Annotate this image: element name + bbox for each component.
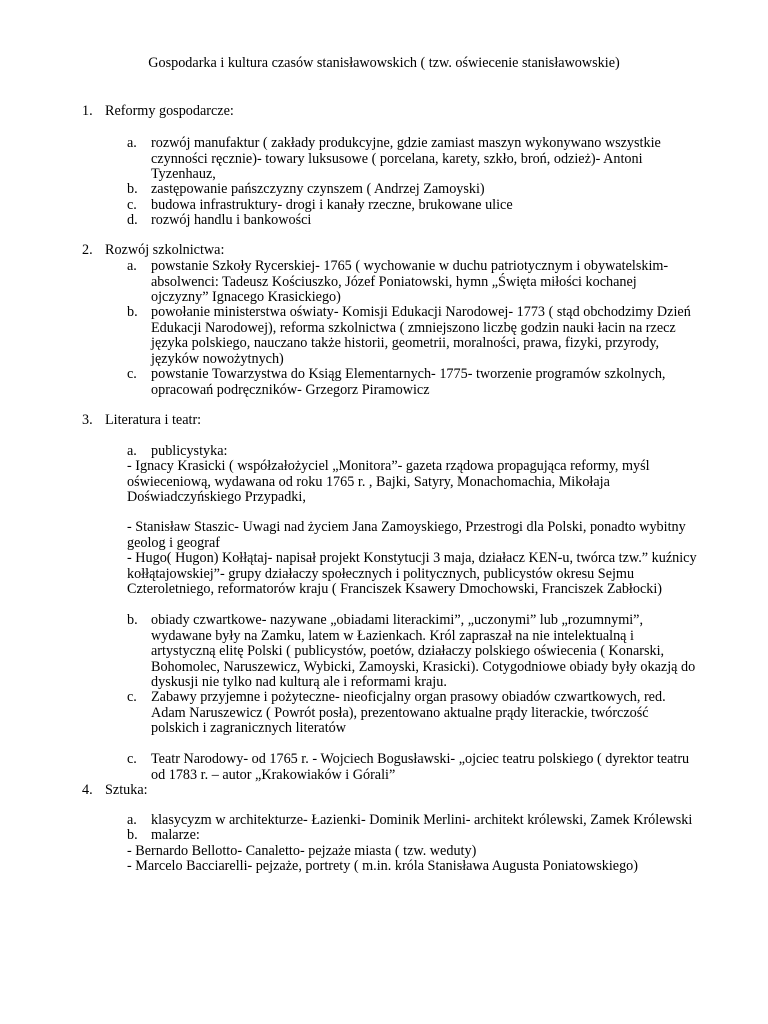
section-title: Reformy gospodarcze: <box>105 103 234 119</box>
item-letter: c. <box>127 197 137 213</box>
item-letter: a. <box>127 258 137 274</box>
list-item <box>127 259 697 306</box>
section-number: 4. <box>82 782 93 798</box>
item-letter: c. <box>127 689 137 705</box>
section-title: Literatura i teatr: <box>105 412 202 428</box>
item-text: powstanie Towarzystwa do Ksiąg Elementarnych- 1775- tworzenie programów szkolnych, opracowań podręczników- Grzegorz Piramowicz <box>151 366 666 398</box>
section-number: 3. <box>82 412 93 428</box>
item-letter: d. <box>127 212 138 228</box>
list-item <box>127 613 697 691</box>
list-item <box>127 367 697 398</box>
item-text: klasycyzm w architekturze- Łazienki- Dominik Merlini- architekt królewski, Zamek Królewski <box>151 812 693 828</box>
list-item <box>127 305 697 367</box>
section-number: 2. <box>82 242 93 258</box>
item-text: rozwój manufaktur ( zakłady produkcyjne, gdzie zamiast maszyn wykonywano wszystkie czynności ręcznie)- towary luksusowe ( porcelana, karety, szkło, broń, odzież)- Antoni Tyzenhauz, <box>151 135 661 183</box>
item-text: powołanie ministerstwa oświaty- Komisji Edukacji Narodowej- 1773 ( stąd obchodzimy Dzień Edukacji Narodowej), reforma szkolnictwa ( zmniejszono liczbę godzin nauki łacin na rzecz języka polskiego, nauczano także historii, geometrii, moralności, prawa, fizyki, przyrody, języków nowożytnych) <box>151 304 691 367</box>
list-item <box>127 752 697 783</box>
item-letter: a. <box>127 135 137 151</box>
publicist-entry: - Ignacy Krasicki ( współzałożyciel „Monitora”- gazeta rządowa propagująca reformy, myśl oświeceniową, wydawana od roku 1765 r. , Bajki, Satyry, Monachomachia, Mikołaja Doświadczyńskiego Przypadki, <box>127 458 650 506</box>
item-text: publicystyka: <box>151 443 228 459</box>
item-text: budowa infrastruktury- drogi i kanały rzeczne, brukowane ulice <box>151 197 513 213</box>
item-letter: b. <box>127 827 138 843</box>
item-text: powstanie Szkoły Rycerskiej- 1765 ( wychowanie w duchu patriotycznym i obywatelskim- absolwenci: Tadeusz Kościuszko, Józef Poniatowski, hymn „Święta miłości kochanej ojczyzny” Ignacego Krasickiego) <box>151 258 669 306</box>
item-letter: c. <box>127 751 137 767</box>
item-text: Zabawy przyjemne i pożyteczne- nieoficjalny organ prasowy obiadów czwartkowych, red. Adam Naruszewicz ( Powrót posła), prezentowano aktualne prądy literackie, twórczość polskich i zagranicznych literatów <box>151 689 666 737</box>
list-item <box>127 690 697 737</box>
list-item <box>127 136 697 183</box>
section-number: 1. <box>82 103 93 119</box>
item-text: rozwój handlu i bankowości <box>151 212 312 228</box>
list-item <box>127 828 697 844</box>
list-item <box>127 813 697 829</box>
item-letter: c. <box>127 366 137 382</box>
list-item <box>127 182 697 198</box>
painter-entry: - Marcelo Bacciarelli- pejzaże, portrety ( m.in. króla Stanisława Augusta Poniatowskiego) <box>127 858 638 874</box>
section-title: Sztuka: <box>105 782 148 798</box>
item-text: malarze: <box>151 827 200 843</box>
section-title: Rozwój szkolnictwa: <box>105 242 225 258</box>
item-text: Teatr Narodowy- od 1765 r. - Wojciech Bogusławski- „ojciec teatru polskiego ( dyrektor teatru od 1783 r. – autor „Krakowiaków i Górali” <box>151 751 690 783</box>
item-text: zastępowanie pańszczyzny czynszem ( Andrzej Zamoyski) <box>151 181 485 197</box>
item-letter: b. <box>127 181 138 197</box>
publicist-entry: - Stanisław Staszic- Uwagi nad życiem Jana Zamoyskiego, Przestrogi dla Polski, ponadto wybitny geolog i geograf <box>127 519 686 551</box>
painter-entry: - Bernardo Bellotto- Canaletto- pejzaże miasta ( tzw. weduty) <box>127 843 477 859</box>
item-letter: b. <box>127 304 138 320</box>
publicist-entry: - Hugo( Hugon) Kołłątaj- napisał projekt Konstytucji 3 maja, działacz KEN-u, twórca tzw.” kuźnicy kołłątajowskiej”- grupy działaczy społecznych i politycznych, publicystów okresu Sejmu Czteroletniego, reformatorów kraju ( Franciszek Ksawery Dmochowski, Franciszek Zabłocki) <box>127 550 697 598</box>
list-item <box>127 213 697 229</box>
item-letter: b. <box>127 612 138 628</box>
item-letter: a. <box>127 812 137 828</box>
item-letter: a. <box>127 443 137 459</box>
item-text: obiady czwartkowe- nazywane „obiadami literackimi”, „uczonymi” lub „rozumnymi”, wydawane były na Zamku, latem w Łazienkach. Król zapraszał na nie intelektualną i artystyczną elitę Polski ( publicystów, poetów, działaczy polskiego oświecenia ( Konarski, Bohomolec, Naruszewicz, Wybicki, Zamoyski, Krasicki). Cotygodniowe obiady były okazją do dyskusji nie tylko nad kulturą ale i reformami kraju. <box>151 612 696 691</box>
document-title: Gospodarka i kultura czasów stanisławowskich ( tzw. oświecenie stanisławowskie) <box>148 55 620 71</box>
